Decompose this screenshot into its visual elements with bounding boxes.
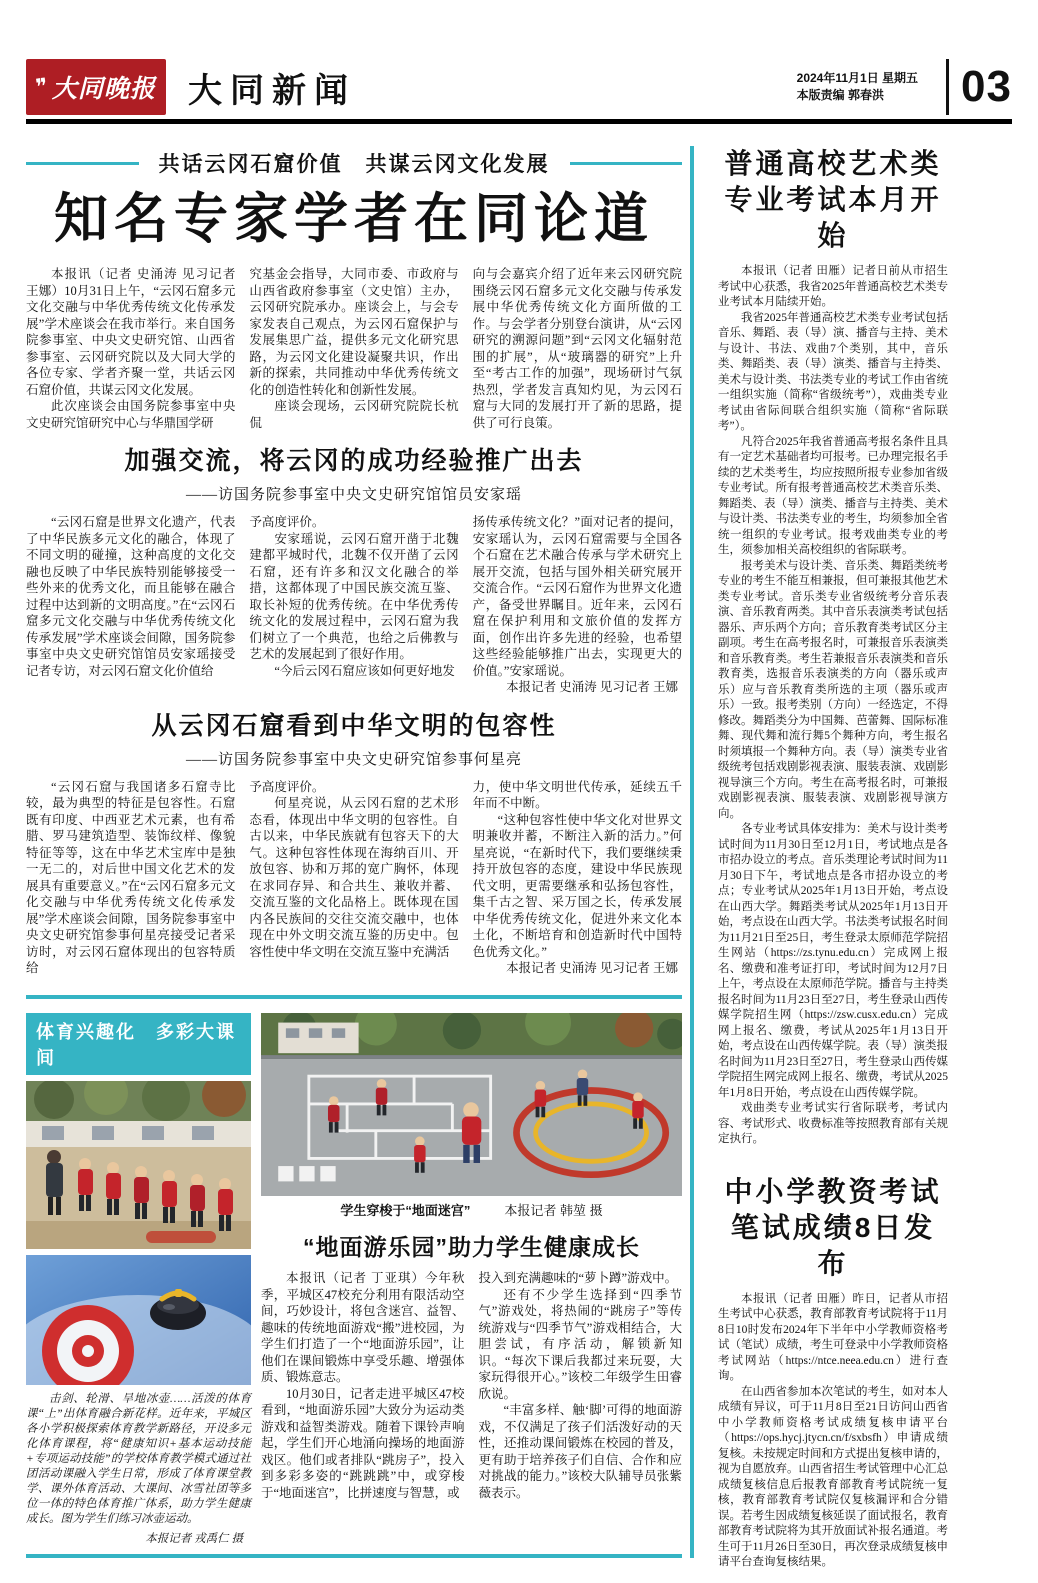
logo-text: 大同晚报 xyxy=(51,76,156,103)
article-column xyxy=(249,514,458,696)
paragraph: 力，使中华文明世代传承，延续五千年而不中断。 xyxy=(472,779,682,810)
sub-article-2-columns xyxy=(26,779,682,977)
photo-caption: 学生穿梭于“地面迷宫” xyxy=(340,1203,471,1219)
right-column xyxy=(718,146,948,1571)
sub-article-2-headline: 从云冈石窟看到中华文明的包容性 xyxy=(151,711,557,740)
title-line-1: 普通高校艺术类 xyxy=(724,148,942,179)
photo-caption-row xyxy=(261,1196,682,1221)
kicker-row xyxy=(26,148,682,178)
article-column xyxy=(479,1270,683,1501)
masthead xyxy=(26,58,1012,116)
article-column xyxy=(261,1270,465,1501)
sub-article-1-byline: ——访国务院参事室中央文史研究馆馆员安家瑶 xyxy=(185,487,522,503)
masthead-rule xyxy=(26,119,1012,124)
right-article-2-title xyxy=(718,1174,948,1282)
page-content xyxy=(26,146,1012,1571)
section-title: 大同新闻 xyxy=(188,71,356,110)
left-zone xyxy=(26,146,694,1558)
logo-flame-icon: ❞ xyxy=(34,73,50,100)
paragraph: 本报讯（记者 田雁）昨日，记者从市招生考试中心获悉，教育部教育考试院将于11月8日10时发布2024年下半年中小学教师资格考试（笔试）成绩，考生可登录中小学教师资格考试网站（https://ntce.neea.edu.cn）进行查询。 xyxy=(718,1292,948,1382)
playground-photo xyxy=(261,1013,682,1197)
paragraph: 我省2025年普通高校艺术类专业考试包括音乐、舞蹈、表（导）演、播音与主持、美术与设计、书法、戏曲7个类别，其中，音乐类、舞蹈类、表（导）演类、播音与主持类、美术与设计类、书法类专业的考试工作由省统一组织实施（简称“省级统考”），戏曲类专业考试由省际间联合组织实施（简称“省际联考”）。 xyxy=(718,311,948,432)
editor-line: 本版责编 郭春洪 xyxy=(796,88,884,102)
paragraph: 扬传承传统文化？”面对记者的提问，安家瑶认为，云冈石窟需要与全国各个石窟在艺术融合传承与学术研究上展开交流，包括与国外相关研究展开交流合作。“云冈石窟作为世界文化遗产，备受世界瞩目。近年来，云冈石窟在保护利用和文旅价值的发挥方面，创作出许多先进的经验，也希望这些经验能够推广出去，实现更大的价值。”安家瑶说。 xyxy=(472,515,682,678)
kicker-line-right xyxy=(570,162,683,165)
paragraph: 各专业考试具体安排为：美术与设计类考试时间为11月30日至12月1日，考试地点是各市招办设立的考点。音乐类理论考试时间为11月30日下午，考试地点是各市招办设立的考点；专业考试从2025年1月13日开始，考点设在山西大学。舞蹈类考试从2025年1月13日开始，考点设在山西大学。书法类考试报名时间为11月21日至25日，考生登录太原师范学院招生网站（https://zs.tynu.edu.cn）完成网上报名、缴费和准考证打印，考试时间为12月7日上午，考点设在太原师范学院。播音与主持类报名时间为11月23日至27日，考生登录山西传媒学院招生网（https://zsw.cusx.edu.cn）完成网上报名、缴费，考试从2025年1月13日开始，考点设在山西传媒学院。表（导）演类报名时间为11月23日至27日，考生登录山西传媒学院招生网完成网上报名、缴费，考试从2025年1月8日开始，考点设在山西传媒学院。 xyxy=(718,823,948,1099)
paragraph: “这种包容性使中华文化对世界文明兼收并蓄，不断注入新的活力。”何星亮说，“在新时代下，我们要继续秉持开放包容的态度，建设中华民族现代文明，更需要继承和弘扬包容性，集千古之智、采万国之长，传承发展中华优秀传统文化，促进外来文化本土化，不断培育和创造新时代中国特色优秀文化。” xyxy=(472,812,682,959)
paragraph: 投入到充满趣味的“萝卜蹲”游戏中。 xyxy=(478,1271,678,1286)
bottom-article-columns xyxy=(261,1270,682,1501)
date-block xyxy=(797,70,918,104)
paragraph: 向与会嘉宾介绍了近年来云冈研究院围绕云冈石窟多元文化交融与传承发展中华优秀传统文化方面所做的工作。与会学者分别登台演讲，从“云冈研究的溯源问题”到“云冈文化辐射范围的扩展”，从“玻璃器的研究”上升至“考古工作的加强”，现场研讨气氛热烈，学者发言真知灼见，为云冈石窟与大同的发展打开了新的思路，提供了可行良策。 xyxy=(472,267,682,430)
paragraph: 在山西省参加本次笔试的考生，如对本人成绩有异议，可于11月8日至21日访问山西省中小学教师资格考试成绩复核申请平台（https://ops.hycj.jtycn.cn/f/sxbsfh）申请成绩复核。未按规定时间和方式提出复核申请的，视为自愿放弃。山西省招生考试管理中心汇总成绩复核信息后报教育部教育考试院统一复核，教育部教育考试院仅复核漏评和合分错误。若考生因成绩复核延误了面试报名，教育部教育考试院将为其开放面试补报名通道。考生可于11月26日至30日，再次登录成绩复核申请平台查询复核结果。 xyxy=(718,1385,948,1568)
article-column xyxy=(249,266,458,431)
page-number-block xyxy=(946,59,1012,115)
sub-article-2-byline: ——访国务院参事室中央文史研究馆参事何星亮 xyxy=(185,751,522,768)
sub-article-1-headline: 加强交流，将云冈的成功经验推广出去 xyxy=(124,447,584,475)
paragraph: 本报讯（记者 史涌涛 见习记者 王娜）10月31日上午，“云冈石窟多元文化交融与中华优秀传统文化传承发展”学术座谈会在我市举行。来自国务院参事室、中央文史研究馆、山西省参事室、云冈研究院以及大同大学的各位专家、学者齐聚一堂，共话云冈石窟价值，共谋云冈文化发展。 xyxy=(26,267,236,397)
paragraph: 凡符合2025年我省普通高考报名条件且具有一定艺术基础者均可报考。已办理完报名手续的艺术类考生，均应按照所报专业参加省级专业考试。所有报考普通高校艺术类音乐类、舞蹈类、表（导）演类、播音与主持类、美术与设计类、书法类专业的考生，均须参加全省统一组织的专业考试。报考戏曲类专业的考生，须参加相关高校组织的省际联考。 xyxy=(718,435,948,556)
main-article xyxy=(26,148,682,999)
paragraph: 戏曲类专业考试实行省际联考，考试内容、考试形式、收费标准等按照教育部有关规定执行。 xyxy=(718,1102,948,1145)
curling-stone-photo xyxy=(26,1255,251,1385)
sports-note xyxy=(26,1392,251,1527)
sports-photo-credit: 本报记者 戎禹仁 摄 xyxy=(145,1532,243,1545)
paragraph: 予高度评价。 xyxy=(249,779,325,794)
bottom-article-headline: “地面游乐园”助力学生健康成长 xyxy=(303,1234,640,1261)
paragraph: 予高度评价。 xyxy=(249,515,325,529)
article-column xyxy=(26,514,235,696)
paragraph: 10月30日，记者走进平城区47校看到，“地面游乐园”大致分为运动类游戏和益智类游戏。随着下课铃声响起，学生们开心地涌向操场的地面游戏区。他们或者排队“跳房子”，投入到多彩多姿的“跳跳跳”中，或穿梭于“地面迷宫”，比拼速度与智慧，或 xyxy=(261,1386,465,1500)
sports-banner: 体育兴趣化 多彩大课间 xyxy=(26,1013,251,1075)
article-column xyxy=(249,779,458,977)
article-column xyxy=(26,266,235,431)
kicker-line-left xyxy=(26,162,139,165)
paragraph: 何星亮说，从云冈石窟的艺术形态看，体现出中华文明的包容性。自古以来，中华民族就有包容天下的大气。这种包容性体现在海纳百川、开放包容、协和万邦的宽广胸怀，体现在求同存异、和合共生、兼收并蓄、交流互鉴的文化品格上。既体现在国内各民族间的交往交流交融中，也体现在中外文明交流互鉴的历史中。包容性使中华文明在交流互鉴中充满活 xyxy=(249,796,459,959)
main-headline: 知名专家学者在同论道 xyxy=(54,189,654,249)
right-article-2-body xyxy=(718,1292,948,1571)
bottom-article xyxy=(261,1013,682,1546)
paragraph: “丰富多样、触‘脚’可得的地面游戏，不仅满足了孩子们活泼好动的天性，还推动课间锻炼在校园的普及，更有助于培养孩子们自信、合作和应对挑战的能力。”该校大队辅导员张紫薇表示。 xyxy=(478,1403,682,1500)
right-article-arts-exam xyxy=(718,146,948,1148)
photo-credit: 本报记者 韩堃 摄 xyxy=(504,1203,603,1219)
article-column xyxy=(26,779,235,977)
right-article-teacher-exam xyxy=(718,1174,948,1571)
article-column xyxy=(473,514,682,696)
article-credit: 本报记者 史涌涛 见习记者 王娜 xyxy=(506,680,678,694)
article-credit: 本报记者 史涌涛 见习记者 王娜 xyxy=(506,961,678,975)
sports-photo-column xyxy=(26,1013,251,1546)
paragraph: 报考美术与设计类、音乐类、舞蹈类统考专业的考生不能互相兼报，但可兼报其他艺术类专业考试。音乐类专业省级统考分音乐表演、音乐教育两类。其中音乐表演类考试包括器乐、声乐两个方向；音乐教育类考试区分主副项。考生在高考报名时，可兼报音乐表演类和音乐教育类。考生若兼报音乐表演类和音乐教育类，选报音乐表演类的方向（器乐或声乐）应与音乐教育类所选的主项（器乐或声乐）一致。报考类别（方向）一经选定，不得修改。舞蹈类分为中国舞、芭蕾舞、国际标准舞、现代舞和流行舞5个舞种方向，考生报名时须填报一个舞种方向。表（导）演类专业省级统考包括戏剧影视表演、服装表演、戏剧影视导演三个方向。考生在高考报名时，可兼报戏剧影视表演、服装表演、戏剧影视导演方向。 xyxy=(718,559,948,820)
paragraph: 究基金会指导，大同市委、市政府与山西省政府参事室（文史馆）主办，云冈研究院承办。座谈会上，与会专家发表自己观点，为云冈石窟保护与发展集思广益，提供多元文化研究思路，为云冈文化建设凝聚共识，作出新的探索，共同推动中华优秀传统文化的创造性转化和创新性发展。 xyxy=(249,267,459,397)
paragraph: 此次座谈会由国务院参事室中央文史研究馆研究中心与华鼎国学研 xyxy=(26,399,236,430)
newspaper-logo xyxy=(26,59,166,115)
paragraph: “云冈石窟是世界文化遗产，代表了中华民族多元文化的融合，体现了不同文明的碰撞，这种高度的文化交融也反映了中华民族特别能够接受一些外来的优秀文化，而且能够在融合过程中达到新的文明高度。”在“云冈石窟多元文化交融与中华优秀传统文化传承发展”学术座谈会间隙，国务院参事室中央文史研究馆馆员安家瑶接受记者专访，对云冈石窟文化价值给 xyxy=(26,515,236,678)
kicker-text: 共话云冈石窟价值 共谋云冈文化发展 xyxy=(158,153,550,176)
paragraph: 安家瑶说，云冈石窟开凿于北魏建都平城时代，北魏不仅开凿了云冈石窟，还有许多和汉文化融合的举措，这都体现了中国民族交流互鉴、取长补短的优秀传统。在中华优秀传统文化的发展过程中，云冈石窟为我们树立了一个典范，也给之后佛教与艺术的发展起到了很好作用。 xyxy=(249,531,459,661)
right-article-1-title xyxy=(718,146,948,254)
page-number: 03 xyxy=(961,62,1012,111)
date-line: 2024年11月1日 星期五 xyxy=(796,71,919,85)
title-line-2: 笔试成绩8日发布 xyxy=(730,1211,936,1279)
paragraph: 本报讯（记者 田雁）记者日前从市招生考试中心获悉，我省2025年普通高校艺术类专业考试本月陆续开始。 xyxy=(718,265,948,308)
main-article-columns xyxy=(26,266,682,431)
paragraph: 本报讯（记者 丁亚琪）今年秋季，平城区47校充分利用有限活动空间，巧妙设计，将包含迷宫、益智、趣味的传统地面游戏“搬”进校园，为学生们打造了一个“地面游乐园”，让他们在课间锻炼中享受乐趣、增强体质、锻炼意志。 xyxy=(261,1271,465,1385)
kids-curling-photo xyxy=(26,1081,251,1249)
article-column xyxy=(473,266,682,431)
paragraph: 座谈会现场，云冈研究院院长杭侃 xyxy=(249,399,459,430)
paragraph: 还有不少学生选择到“四季节气”游戏处，将热闹的“跳房子”等传统游戏与“四季节气”游戏相结合，大胆尝试，有序活动，解锁新知识。“每次下课后我都过来玩耍，大家玩得很开心。”该校二年级学生田睿欣说。 xyxy=(478,1287,682,1401)
paragraph: “云冈石窟与我国诸多石窟寺比较，最为典型的特征是包容性。石窟既有印度、中西亚艺术元素，也有希腊、罗马建筑造型、装饰纹样、像貌特征等等，这在中华艺术宝库中是独一无二的，对后世中国文化艺术的发展具有重要意义。”在“云冈石窟多元文化交融与中华优秀传统文化传承发展”学术座谈会间隙，国务院参事室中央文史研究馆参事何星亮接受记者采访时，对云冈石窟体现出的包容特质给 xyxy=(26,779,236,975)
title-line-2: 专业考试本月开始 xyxy=(724,184,942,251)
sub-article-1-columns xyxy=(26,514,682,696)
article-column xyxy=(473,779,682,977)
right-article-1-body xyxy=(718,264,948,1148)
paragraph: 击剑、轮滑、旱地冰壶……活泼的体育课“上”出体育融合新花样。近年来，平城区各小学积极探索体育教学新路径，开设多元化体育课程，将“健康知识+基本运动技能+专项运动技能”的学校体育教学模式通过社团活动课融入学生日常，形成了体育课堂教学、课外体育活动、大课间、冰雪社团等多位一体的特色体育推广体系，助力学生健康成长。图为学生们练习冰壶运动。 xyxy=(26,1392,251,1525)
title-line-1: 中小学教资考试 xyxy=(724,1175,942,1207)
paragraph: “今后云冈石窟应该如何更好地发 xyxy=(274,663,455,678)
